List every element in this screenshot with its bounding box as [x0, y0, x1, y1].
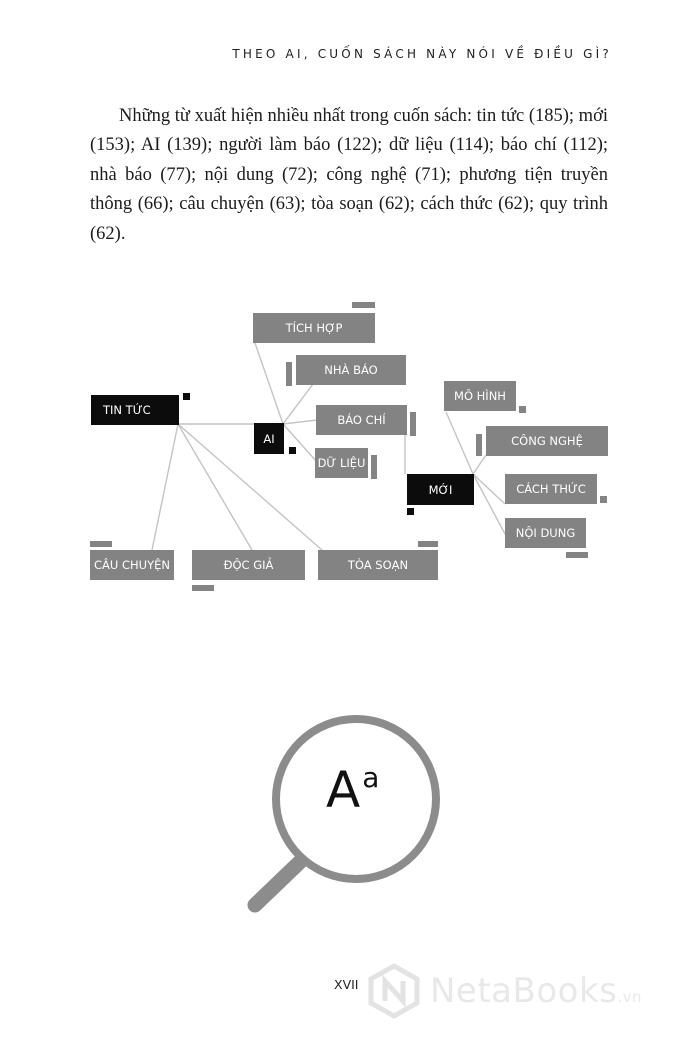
node-tich-hop: TÍCH HỢP: [253, 313, 375, 343]
node-moi: MỚI: [407, 474, 474, 505]
watermark-suffix: .vn: [617, 988, 643, 1006]
node-cach-thuc: CÁCH THỨC: [505, 474, 597, 504]
page-number: XVII: [334, 977, 359, 992]
aa-label: $A^a$: [326, 761, 380, 819]
node-doc-gia: ĐỘC GIẢ: [192, 550, 305, 580]
node-noi-dung: NỘI DUNG: [505, 518, 586, 548]
watermark-brand-name: NetaBooks: [430, 971, 618, 1011]
node-toa-soan: TÒA SOẠN: [318, 550, 438, 580]
word-frequency-paragraph: Những từ xuất hiện nhiều nhất trong cuốn sách: tin tức (185); mới (153); AI (139); người làm báo (122); dữ liệu (114); báo chí (112); nhà báo (77); nội dung (72); công nghệ (71); phương tiện truyền thông (66); câu chuyện (63); tòa soạn (62); cách thức (62); quy trình (62).: [90, 106, 608, 244]
node-cau-chuyen: CÂU CHUYỆN: [90, 550, 174, 580]
node-tin-tuc: TIN TỨC: [91, 395, 179, 425]
node-ai: AI: [254, 423, 284, 454]
watermark-brand: [430, 971, 642, 1011]
netabooks-logo-icon: [366, 963, 422, 1019]
node-du-lieu: DỮ LIỆU: [315, 448, 368, 478]
watermark: [366, 963, 642, 1019]
node-nha-bao: NHÀ BÁO: [296, 355, 406, 385]
running-header: THEO AI, CUỐN SÁCH NÀY NÓI VỀ ĐIỀU GÌ?: [232, 47, 612, 61]
node-bao-chi: BÁO CHÍ: [316, 405, 407, 435]
node-mo-hinh: MÔ HÌNH: [444, 381, 516, 411]
node-cong-nghe: CÔNG NGHỆ: [486, 426, 608, 456]
